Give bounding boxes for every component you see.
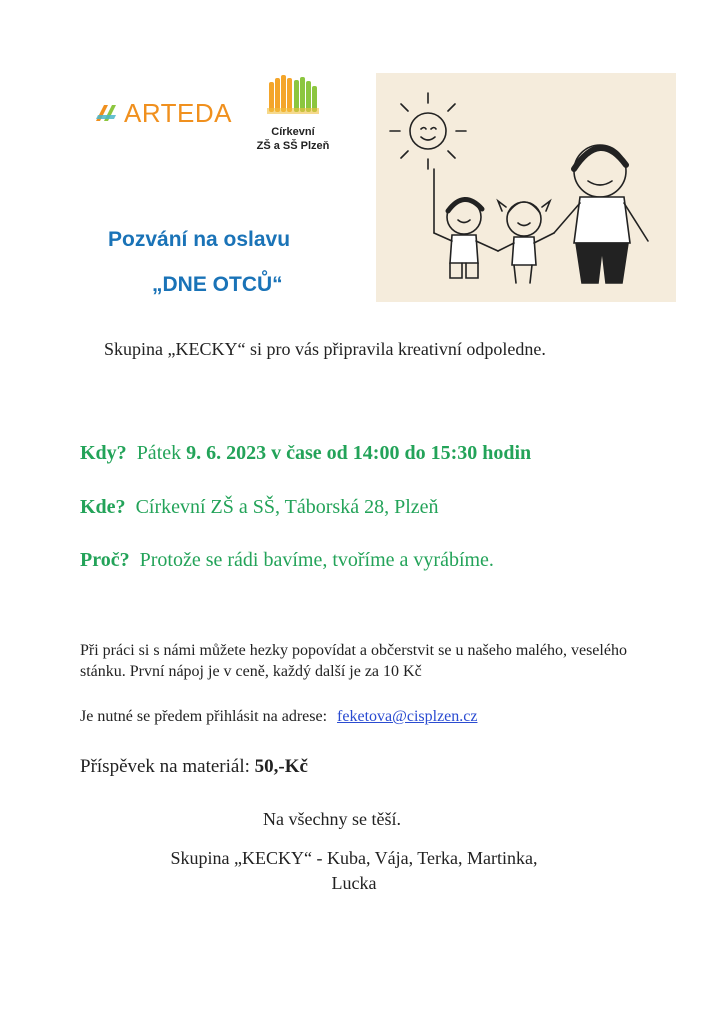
why-label: Proč? (80, 549, 130, 571)
fee-text: Příspěvek na materiál: (80, 756, 255, 777)
closing-line3: Lucka (331, 873, 377, 893)
why-row (80, 549, 494, 572)
fee-value: 50,-Kč (254, 756, 308, 777)
why-value: Protože se rádi bavíme, tvoříme a vyrábíme. (139, 549, 494, 571)
signup-paragraph (80, 706, 660, 727)
fee-line (80, 756, 308, 778)
signup-text: Je nutné se předem přihlásit na adrese: (80, 708, 328, 725)
when-row (80, 442, 531, 465)
arteda-logo-text: ARTEDA (124, 98, 232, 128)
when-value: 9. 6. 2023 v čase od 14:00 do 15:30 hodin (186, 442, 532, 464)
family-illustration (376, 73, 676, 302)
signup-email-link[interactable]: feketova@cisplzen.cz (337, 708, 478, 725)
where-row (80, 496, 439, 519)
arteda-logo (94, 100, 232, 126)
when-prefix: Pátek (136, 442, 187, 464)
when-label: Kdy? (80, 442, 127, 464)
hands-logo-icon (261, 72, 325, 120)
closing-line2: Skupina „KECKY“ - Kuba, Vája, Terka, Martinka, (170, 848, 538, 868)
family-drawing (376, 73, 676, 302)
where-value: Církevní ZŠ a SŠ, Táborská 28, Plzeň (135, 496, 439, 518)
where-label: Kde? (80, 496, 126, 518)
church-school-name-line1: Církevní (271, 126, 315, 138)
church-school-logo (248, 72, 338, 153)
intro-text: Skupina „KECKY“ si pro vás připravila kreativní odpoledne. (104, 339, 546, 359)
church-school-name-line2: ZŠ a SŠ Plzeň (256, 140, 330, 152)
arteda-logo-icon (94, 101, 120, 125)
closing-line1: Na všechny se těší. (263, 809, 401, 829)
refreshment-paragraph: Při práci si s námi můžete hezky popovídat a občerstvit se u našeho malého, veselého stánku. První nápoj je v ceně, každý další je za 10 Kč (80, 642, 627, 680)
invitation-title: Pozvání na oslavu (108, 228, 291, 251)
invitation-subtitle: „DNE OTCŮ“ (152, 273, 283, 296)
